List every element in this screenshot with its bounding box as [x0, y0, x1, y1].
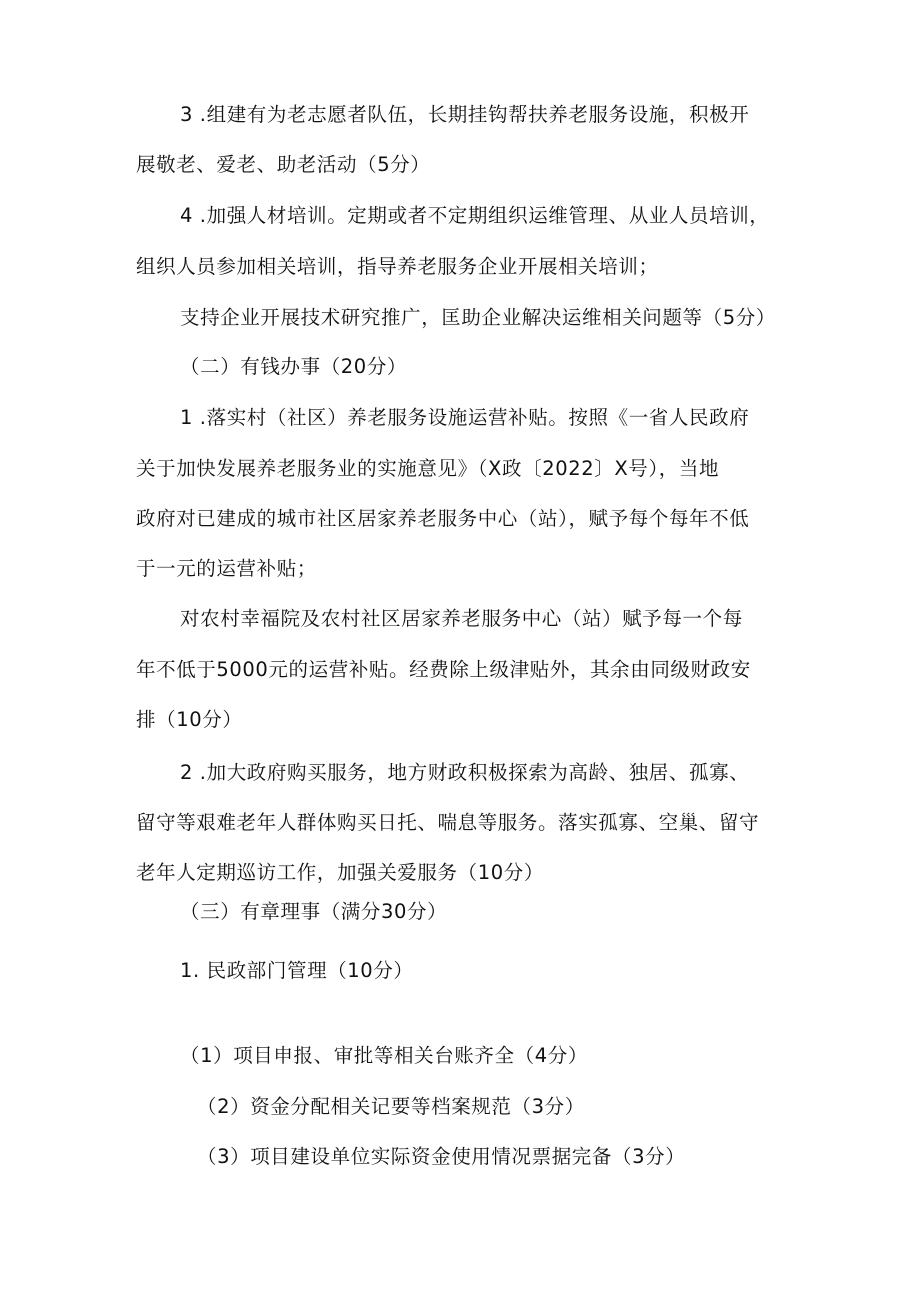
- text-line: 对农村幸福院及农村社区居家养老服务中心（站）赋予每一个每: [180, 607, 743, 630]
- list-item: （1）项目申报、审批等相关台账齐全（4分）: [180, 1044, 588, 1067]
- text-line: 老年人定期巡访工作，加强关爱服务（10分）: [136, 861, 544, 884]
- text-line: 留守等艰难老年人群体购买日托、喘息等服务。落实孤寡、空巢、留守: [136, 811, 760, 834]
- text-line: 政府对已建成的城市社区居家养老服务中心（站），赋予每个每年不低: [136, 507, 750, 530]
- text-line: 组织人员参加相关培训，指导养老服务企业开展相关培训；: [136, 255, 659, 278]
- text-line: 支持企业开展技术研究推广，匡助企业解决运维相关问题等（5分）: [180, 306, 776, 329]
- text-line: 关于加快发展养老服务业的实施意见》（X政〔2022〕X号），当地: [136, 457, 720, 480]
- text-line: 排（10分）: [136, 708, 243, 731]
- text-line: 于一元的运营补贴；: [136, 557, 317, 580]
- list-item: （3）项目建设单位实际资金使用情况票据完备（3分）: [197, 1145, 686, 1168]
- text-line: 2 .加大政府购买服务，地方财政积极探索为高龄、独居、孤寡、: [180, 761, 750, 784]
- text-line: 1 .落实村（社区）养老服务设施运营补贴。按照《一省人民政府: [180, 406, 750, 429]
- section-heading: （二）有钱办事（20分）: [180, 355, 408, 378]
- text-line: 3 .组建有为老志愿者队伍，长期挂钩帮扶养老服务设施，积极开: [180, 103, 750, 126]
- section-heading: （三）有章理事（满分30分）: [180, 900, 448, 923]
- text-line: 展敬老、爱老、助老活动（5分）: [136, 153, 431, 176]
- text-line: 4 .加强人材培训。定期或者不定期组织运维管理、从业人员培训，: [180, 204, 770, 227]
- subsection-heading: 1. 民政部门管理（10分）: [180, 959, 414, 982]
- text-line: 年不低于5000元的运营补贴。经费除上级津贴外，其余由同级财政安: [136, 658, 751, 681]
- list-item: （2）资金分配相关记要等档案规范（3分）: [197, 1095, 585, 1118]
